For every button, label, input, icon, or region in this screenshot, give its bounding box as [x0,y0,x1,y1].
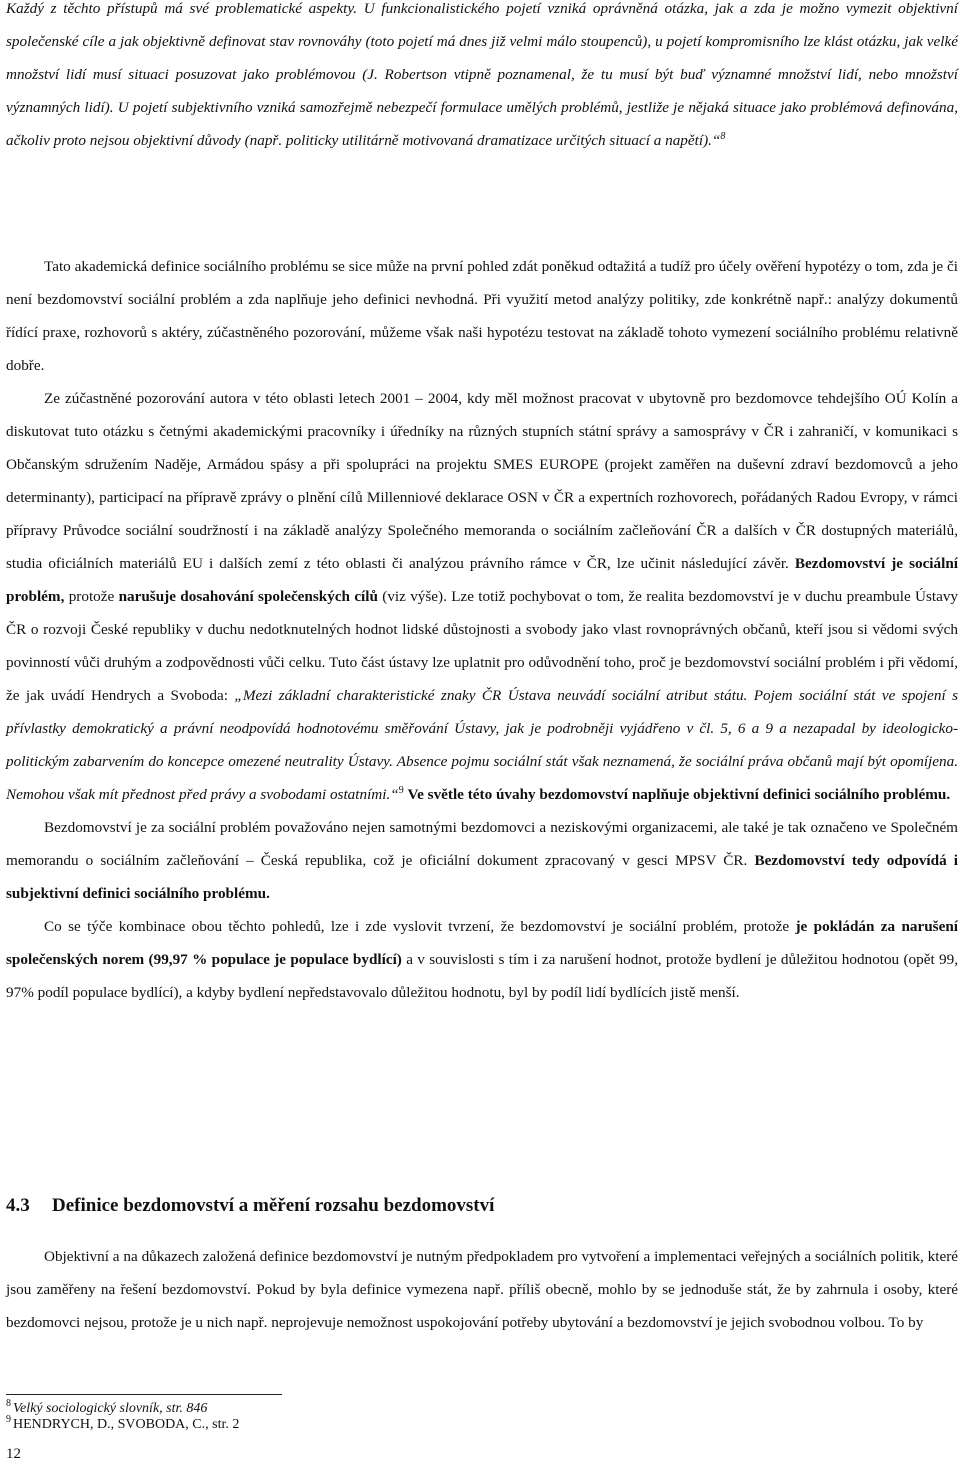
quote-end-mark: “ [711,132,721,149]
para3-text-1: Bezdomovství je za sociální problém považováno nejen samotnými bezdomovci a neziskovými organizacemi, ale také je tak označeno ve Společném memorandu o sociálním začleňování – Česká republika, což je oficiální dokument zpracovaný v gesci MPSV ČR. [6,819,958,869]
section-heading [6,1195,494,1217]
inline-quote: Mezi základní charakteristické znaky ČR Ústava neuvádí sociální atribut státu. Pojem sociální stát ve spojení s přívlastky demokratický a právní neodpovídá hodnotovému směřování Ústavy, jak je podrobněji vyjádřeno v čl. 5, 6 a 9 a nezapadal by ideologicko-politickým zabarvením do koncepce omezené neutrality Ústavy. Absence pojmu sociální stát však neznamená, že sociální práva občanů mají být opomíjena. Nemohou však mít přednost před právy a svobodami ostatními. [6,687,959,803]
section-number: 4.3 [6,1195,30,1216]
footnote-ref-9[interactable]: 9 [398,784,404,796]
para2-bold-1: Bezdomovství je sociální problém, [6,555,959,605]
para4-text-1: Co se týče kombinace obou těchto pohledů, lze i zde vyslovit tvrzení, že bezdomovství je sociální problém, protože [44,918,790,935]
para4-text-2: a v souvislosti s tím i za narušení hodnot, protože bydlení je důležitou hodnotou (opět 99, 97% podíl populace bydlící), a kdyby bydlení nepředstavovalo důležitou hodnotu, byl by podíl lidí bydlících jistě menší. [6,951,959,1001]
footnote-number: 8 [6,1398,11,1410]
paragraph [6,382,958,811]
footnote-9 [6,1414,240,1433]
footnote-number: 9 [6,1414,11,1426]
para2-bold-2: narušuje dosahování společenských cílů [118,588,378,605]
footnote-ref-8[interactable]: 8 [720,130,726,142]
para2-text-1: Ze zúčastněné pozorování autora v této oblasti letech 2001 – 2004, kdy měl možnost pracovat v ubytovně pro bezdomovce tehdejšího OÚ Kolín a diskutovat tuto otázku s četnými akademickými pracovníky i úředníky na různých stupních státní správy a samosprávy v ČR i zahraničí, v komunikaci s Občanským sdružením Naděje, Armádou spásy a při spolupráci na projektu SMES EUROPE (projekt zaměřen na duševní zdraví bezdomovců a jeho determinanty), participací na přípravě zprávy o plnění cílů Millenniové deklarace OSN v ČR a expertních rozhovorech, pořádaných Radou Evropy, v rámci přípravy Průvodce sociální soudržností i na základě analýzy Společného memoranda o sociálním začleňování ČR a dalších v ČR dostupných materiálů, studia oficiálních materiálů EU i dalších zemí z této oblasti či analýzou právního rámce v ČR, lze učinit následující závěr. [6,390,958,572]
paragraph [6,811,958,910]
para3-bold-1: Bezdomovství tedy odpovídá i subjektivní definici sociálního problému. [6,852,959,902]
footnote-text: Velký sociologický slovník, str. 846 [13,1401,208,1416]
page-number: 12 [6,1446,21,1462]
paragraph [6,910,958,1009]
para2-text-3: (viz výše). Lze totiž pochybovat o tom, že realita bezdomovství je v duchu preambule Ústavy ČR o rozvoji České republiky v duchu nedotknutelných hodnot lidské důstojnosti a svobody jako vlast rovnoprávných občanů, kteří jsou si vědomi svých povinností vůči druhým a zodpovědnosti vůči celku. Tuto část ústavy lze uplatnit pro odůvodnění toho, proč je bezdomovství sociální problém i při vědomí, že jak uvádí Hendrych a Svoboda: [6,588,959,704]
footnote-text: HENDRYCH, D., SVOBODA, C., str. 2 [13,1417,240,1432]
section-body [6,1240,958,1339]
quote-close-mark: “ [390,786,399,803]
para4-bold-1: je pokládán za narušení společenských norem (99,97 % populace je populace bydlící) [6,918,959,968]
footnote-8 [6,1398,239,1417]
quote-text: Každý z těchto přístupů má své problematické aspekty. U funkcionalistického pojetí vzniká oprávněná otázka, jak a zda je možno vymezit objektivní společenské cíle a jak objektivně definovat stav rovnováhy (toto pojetí má dnes již velmi málo stoupenců), u pojetí kompromisního lze klást otázku, jak velké množství lidí musí situaci posuzovat jako problémovou (J. Robertson vtipně poznamenal, že tu musí být buď významné množství lidí, nebo množství významných lidí). U pojetí subjektivního vzniká samozřejmě nebezpečí formulace umělých problémů, jestliže je nějaká situace jako problémová definována, ačkoliv proto nejsou objektivní důvody (např. politicky utilitárně motivovaná dramatizace určitých situací a napětí). [6,0,958,149]
paragraph: Objektivní a na důkazech založená definice bezdomovství je nutným předpokladem pro vytvoření a implementaci veřejných a sociálních politik, které jsou zaměřeny na řešení bezdomovství. Pokud by byla definice vymezena např. příliš obecně, mohlo by se jednoduše stát, že by zahrnula i osoby, které bezdomovci nejsou, protože je u nich např. neprojevuje nemožnost uspokojování potřeby ubytování a bezdomovství je jejich svobodnou volbou. To by [6,1248,958,1331]
para2-text-2: protože [68,588,115,605]
body-text [6,250,958,1009]
para2-bold-3: Ve světle této úvahy bezdomovství naplňuje objektivní definici sociálního problému. [407,786,951,803]
quoted-passage [6,0,958,157]
quote-open-mark: „ [234,687,243,704]
section-title: Definice bezdomovství a měření rozsahu bezdomovství [52,1195,495,1216]
footnote-divider [6,1394,282,1395]
footnotes [6,1398,240,1433]
paragraph: Tato akademická definice sociálního problému se sice může na první pohled zdát poněkud odtažitá a tudíž pro účely ověření hypotézy o tom, zda je či není bezdomovství sociální problém a zda naplňuje jeho definici nevhodná. Při využití metod analýzy politiky, zde konkrétně např.: analýzy dokumentů řídící praxe, rozhovorů s aktéry, zúčastněného pozorování, můžeme však naši hypotézu testovat na základě tohoto vymezení sociálního problému relativně dobře. [6,258,958,374]
